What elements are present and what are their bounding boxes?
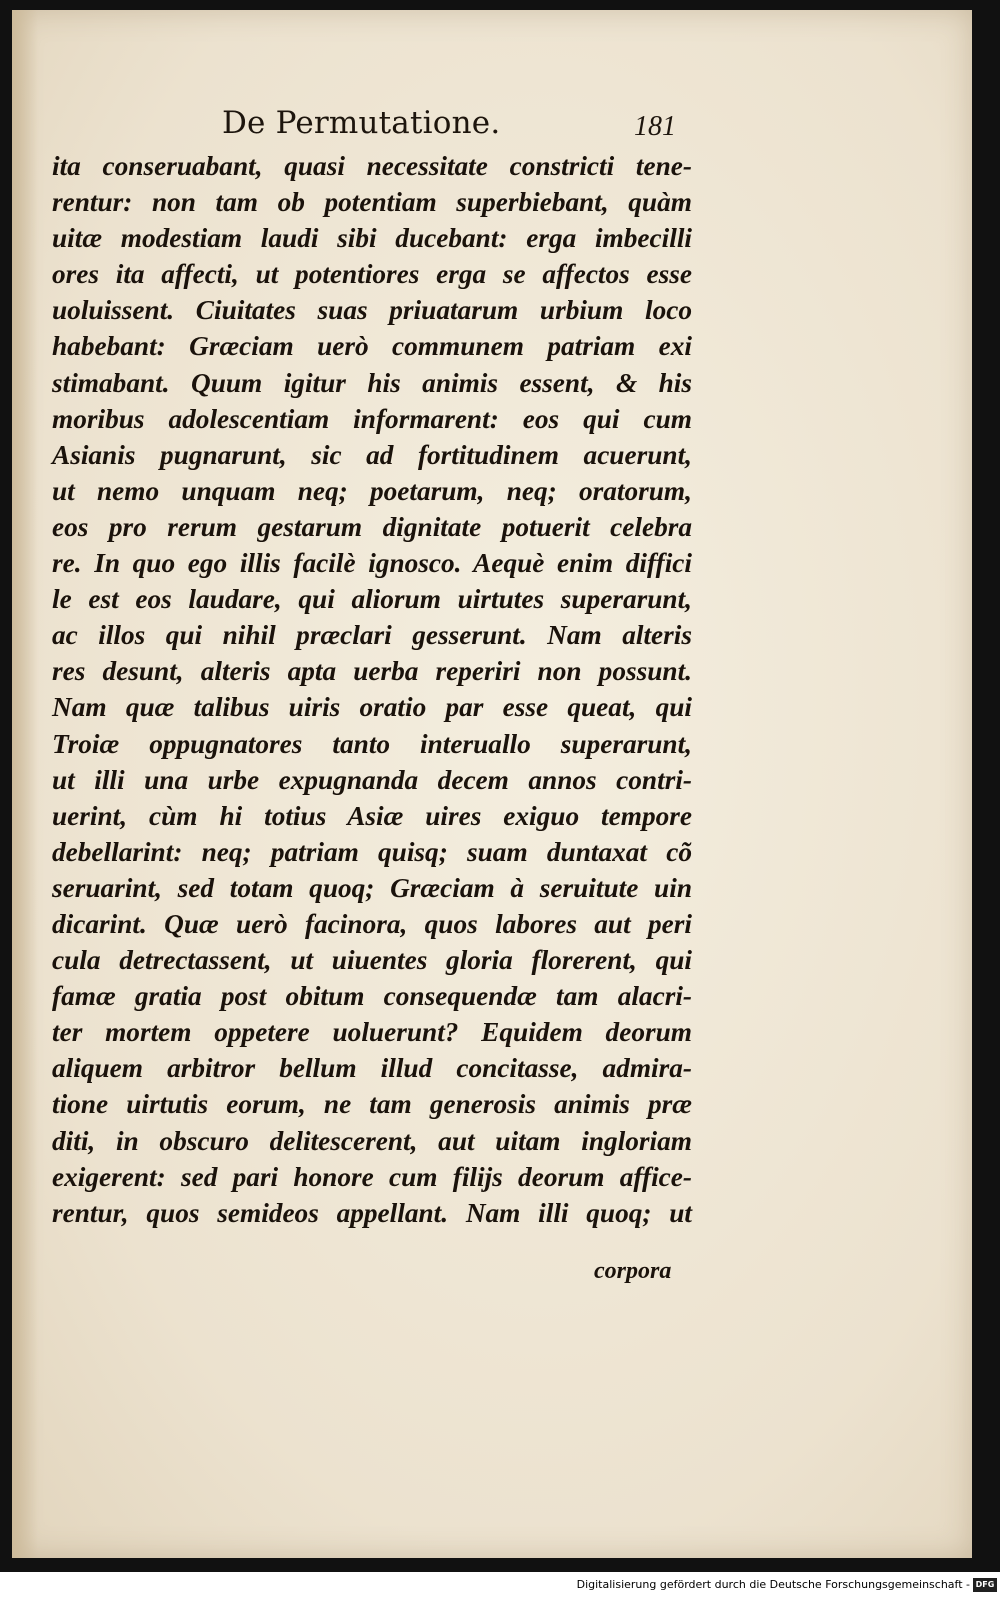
text-line: exigerent: sed pari honore cum filijs deorum affice-: [52, 1161, 692, 1192]
text-line: Nam quæ talibus uiris oratio par esse queat, qui: [52, 692, 692, 723]
book-page: [12, 10, 972, 1558]
text-line: res desunt, alteris apta uerba reperiri non possunt.: [52, 656, 692, 687]
text-line: ores ita affecti, ut potentiores erga se affectos esse: [52, 259, 692, 290]
text-line: Asianis pugnarunt, sic ad fortitudinem acuerunt,: [52, 439, 692, 470]
digitization-credit: Digitalisierung gefördert durch die Deutsche Forschungsgemeinschaft -: [576, 1578, 970, 1591]
text-line: rentur: non tam ob potentiam superbiebant, quàm: [52, 187, 692, 218]
text-line: dicarint. Quæ uerò facinora, quos labores aut peri: [52, 908, 692, 939]
text-block: [52, 148, 692, 1231]
text-line: stimabant. Quum igitur his animis essent, & his: [52, 367, 692, 398]
text-line: ut nemo unquam neq; poetarum, neq; oratorum,: [52, 475, 692, 506]
catchword: corpora: [594, 1258, 672, 1284]
text-line: ut illi una urbe expugnanda decem annos contri-: [52, 764, 692, 795]
text-line: Troiæ oppugnatores tanto interuallo superarunt,: [52, 728, 692, 759]
text-line: moribus adolescentiam informarent: eos qui cum: [52, 403, 692, 434]
text-line: aliquem arbitror bellum illud concitasse, admira-: [52, 1053, 692, 1084]
text-line: tione uirtutis eorum, ne tam generosis animis præ: [52, 1089, 692, 1120]
text-line: habebant: Græciam uerò communem patriam exi: [52, 331, 692, 362]
page-gutter-shadow: [12, 10, 38, 1558]
text-line: le est eos laudare, qui aliorum uirtutes superarunt,: [52, 584, 692, 615]
text-line: ita conseruabant, quasi necessitate constricti tene-: [52, 151, 692, 181]
text-line: eos pro rerum gestarum dignitate potuerit celebra: [52, 511, 692, 542]
text-line: ac illos qui nihil præclari gesserunt. Nam alteris: [52, 620, 692, 651]
text-line: debellarint: neq; patriam quisq; suam duntaxat cõ: [52, 836, 692, 867]
dfg-logo: DFG: [973, 1578, 997, 1592]
text-line: famæ gratia post obitum consequendæ tam alacri-: [52, 981, 692, 1012]
page-number: 181: [634, 111, 676, 142]
running-title: De Permutatione.: [222, 105, 501, 141]
text-line: uitæ modestiam laudi sibi ducebant: erga imbecilli: [52, 223, 692, 254]
text-line: ter mortem oppetere uoluerunt? Equidem deorum: [52, 1017, 692, 1048]
text-line: rentur, quos semideos appellant. Nam illi quoq; ut: [52, 1197, 692, 1228]
text-line: re. In quo ego illis facilè ignosco. Aequè enim diffici: [52, 548, 692, 579]
text-line: diti, in obscuro delitescerent, aut uitam ingloriam: [52, 1125, 692, 1156]
text-line: uoluissent. Ciuitates suas priuatarum urbium loco: [52, 295, 692, 326]
text-line: seruarint, sed totam quoq; Græciam à seruitute uin: [52, 872, 692, 903]
text-line: cula detrectassent, ut uiuentes gloria florerent, qui: [52, 945, 692, 976]
text-line: uerint, cùm hi totius Asiæ uires exiguo tempore: [52, 800, 692, 831]
